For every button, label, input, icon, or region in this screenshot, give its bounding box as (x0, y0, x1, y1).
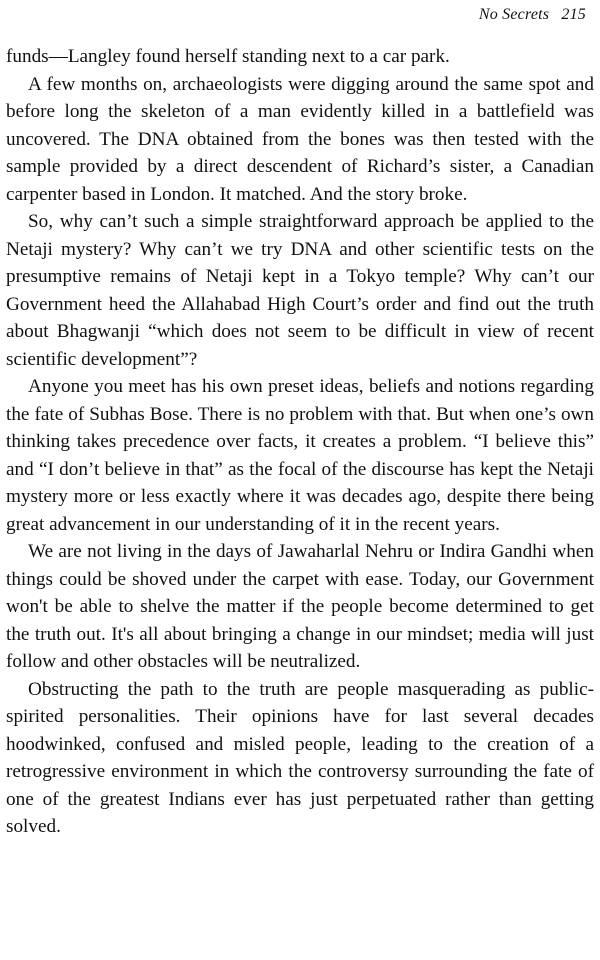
running-header (479, 6, 586, 24)
paragraph-netaji-mystery: So, why can’t such a simple straightforward approach be applied to the Netaji mystery? Why can’t we try DNA and other scientific tests on the presumptive remains of Netaji kept in a Tokyo temple? Why can’t our Government heed the Allahabad High Court’s order and find out the truth about Bhagwanji “which does not seem to be difficult in view of recent scientific development”? (6, 211, 594, 370)
paragraph-archaeologists: A few months on, archaeologists were digging around the same spot and before long the skeleton of a man evidently killed in a battlefield was uncovered. The DNA obtained from the bones was then tested with the sample provided by a direct descendent of Richard’s sister, a Canadian carpenter based in London. It matched. And the story broke. (6, 73, 594, 205)
paragraph-preset-ideas: Anyone you meet has his own preset ideas, beliefs and notions regarding the fate of Subhas Bose. There is no problem with that. But when one’s own thinking takes precedence over facts, it creates a problem. “I believe this” and “I don’t believe in that” as the focal of the discourse has kept the Netaji mystery more or less exactly where it was decades ago, despite there being great advancement in our understanding of it in the recent years. (6, 376, 594, 535)
chapter-title: No Secrets (478, 6, 550, 23)
paragraph-obstructing-truth: Obstructing the path to the truth are people masquerading as public-spirited personalities. Their opinions have for last several decades hoodwinked, confused and misled people, leading to the creation of a retrogressive environment in which the controversy surrounding the fate of one of the greatest Indians ever has just perpetuated rather than getting solved. (6, 678, 594, 837)
paragraph-continuation: funds—Langley found herself standing next to a car park. (6, 46, 450, 67)
body-text (6, 43, 594, 841)
page-number: 215 (561, 6, 586, 23)
paragraph-nehru-gandhi: We are not living in the days of Jawaharlal Nehru or Indira Gandhi when things could be shoved under the carpet with ease. Today, our Government won't be able to shelve the matter if the people become determined to get the truth out. It's all about bringing a change in our mindset; media will just follow and other obstacles will be neutralized. (6, 541, 594, 672)
